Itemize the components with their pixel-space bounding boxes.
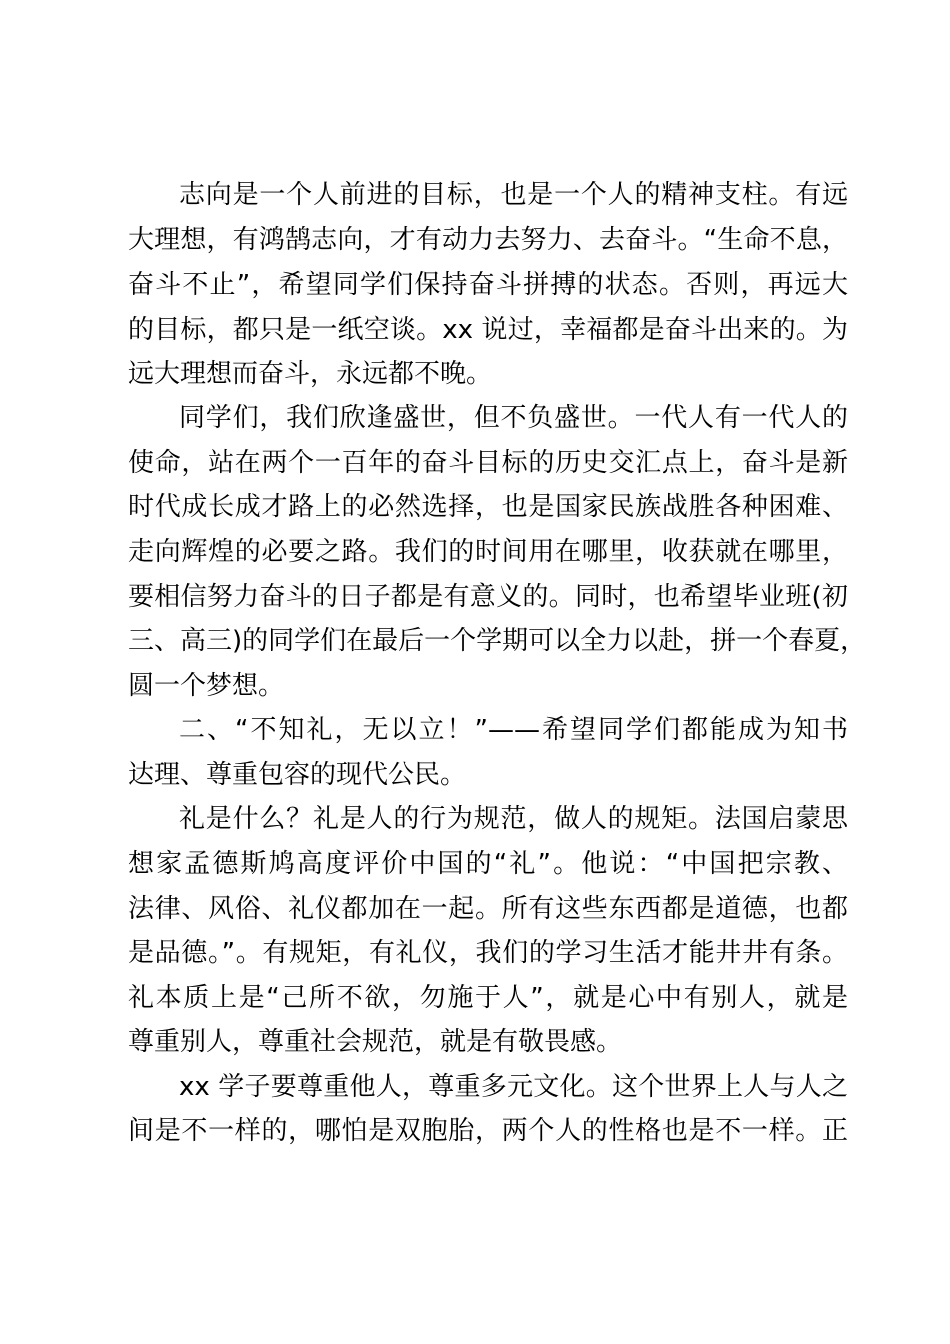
paragraph-line: 礼本质上是“己所不欲，勿施于人”，就是心中有别人，就是	[128, 983, 848, 1013]
paragraph-line: xx 学子要尊重他人，尊重多元文化。这个世界上人与人之	[179, 1072, 848, 1102]
paragraph-line: 要相信努力奋斗的日子都是有意义的。同时，也希望毕业班(初	[128, 582, 848, 612]
section-heading-line: 二、“不知礼，无以立！”——希望同学们都能成为知书	[179, 715, 848, 745]
paragraph-line: 圆一个梦想。	[128, 671, 285, 701]
paragraph-line: 同学们，我们欣逢盛世，但不负盛世。一代人有一代人的	[179, 403, 848, 433]
paragraph-line: 间是不一样的，哪怕是双胞胎，两个人的性格也是不一样。正	[128, 1116, 848, 1146]
paragraph-line: 三、高三)的同学们在最后一个学期可以全力以赴，拼一个春夏，	[128, 626, 867, 656]
paragraph-line: 使命，站在两个一百年的奋斗目标的历史交汇点上，奋斗是新	[128, 448, 848, 478]
paragraph-line: 远大理想而奋斗，永远都不晚。	[128, 359, 493, 389]
paragraph-line: 法律、风俗、礼仪都加在一起。所有这些东西都是道德，也都	[128, 894, 848, 924]
paragraph-line: 大理想，有鸿鹄志向，才有动力去努力、去奋斗。“生命不息，	[128, 225, 848, 255]
paragraph-line: 想家孟德斯鸠高度评价中国的“礼”。他说：“中国把宗教、	[128, 849, 848, 879]
paragraph-line: 志向是一个人前进的目标，也是一个人的精神支柱。有远	[179, 180, 848, 210]
section-heading-line: 达理、尊重包容的现代公民。	[128, 760, 467, 790]
paragraph-line: 的目标，都只是一纸空谈。xx 说过，幸福都是奋斗出来的。为	[128, 315, 848, 345]
paragraph-line: 走向辉煌的必要之路。我们的时间用在哪里，收获就在哪里，	[128, 537, 848, 567]
paragraph-line: 礼是什么？礼是人的行为规范，做人的规矩。法国启蒙思	[179, 804, 848, 834]
paragraph-line: 奋斗不止”，希望同学们保持奋斗拼搏的状态。否则，再远大	[128, 270, 848, 300]
paragraph-line: 尊重别人，尊重社会规范，就是有敬畏感。	[128, 1027, 623, 1057]
paragraph-line: 是品德。”。有规矩，有礼仪，我们的学习生活才能井井有条。	[128, 938, 848, 968]
paragraph-line: 时代成长成才路上的必然选择，也是国家民族战胜各种困难、	[128, 492, 848, 522]
